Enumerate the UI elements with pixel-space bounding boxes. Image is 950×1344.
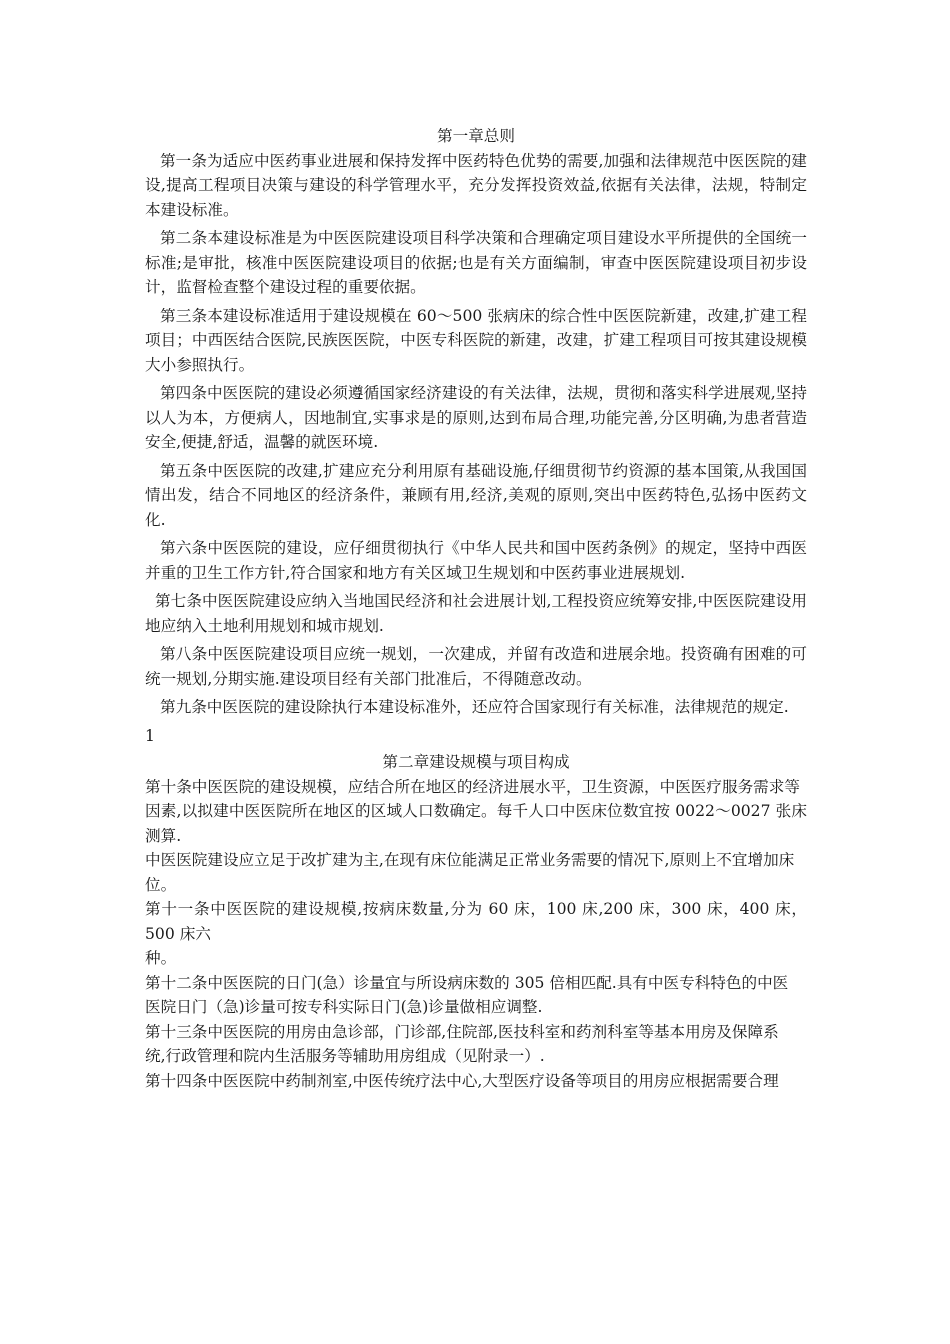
article-8: 第八条中医医院建设项目应统一规划，一次建成，并留有改造和进展余地。投资确有困难的可统一规划,分期实施.建设项目经有关部门批准后，不得随意改动。 bbox=[145, 645, 807, 688]
chapter-2-line: 医院日门（急)诊量可按专科实际日门(急)诊量做相应调整. bbox=[145, 998, 543, 1016]
chapter-2-title: 第二章建设规模与项目构成 bbox=[382, 753, 570, 771]
article-9: 第九条中医医院的建设除执行本建设标准外，还应符合国家现行有关标准，法律规范的规定. bbox=[160, 698, 789, 716]
chapter-2-line: 中医医院建设应立足于改扩建为主,在现有床位能满足正常业务需要的情况下,原则上不宜增加床 bbox=[145, 851, 795, 869]
chapter-2-line: 因素,以拟建中医医院所在地区的区域人口数确定。每千人口中医床位数宜按 0022～0027 张床测算. bbox=[145, 802, 807, 845]
chapter-2-line: 第十一条中医医院的建设规模,按病床数量,分为 60 床，100 床,200 床，300 床，400 床，500 床六 bbox=[145, 900, 807, 943]
article-6: 第六条中医医院的建设，应仔细贯彻执行《中华人民共和国中医药条例》的规定，坚持中西医并重的卫生工作方针,符合国家和地方有关区域卫生规划和中医药事业进展规划. bbox=[145, 539, 807, 582]
article-4: 第四条中医医院的建设必须遵循国家经济建设的有关法律，法规，贯彻和落实科学进展观,坚持以人为本，方便病人，因地制宜,实事求是的原则,达到布局合理,功能完善,分区明确,为患者营造安全,便捷,舒适，温馨的就医环境. bbox=[145, 384, 807, 451]
chapter-2-line: 种。 bbox=[145, 949, 177, 967]
chapter-2-line: 第十二条中医医院的日门(急）诊量宜与所设病床数的 305 倍相匹配.具有中医专科特色的中医 bbox=[145, 973, 789, 992]
article-7: 第七条中医医院建设应纳入当地国民经济和社会进展计划,工程投资应统筹安排,中医医院建设用地应纳入土地利用规划和城市规划. bbox=[145, 592, 807, 635]
chapter-1-title: 第一章总则 bbox=[437, 127, 515, 145]
article-3: 第三条本建设标准适用于建设规模在 60～500 张病床的综合性中医医院新建，改建,扩建工程项目；中西医结合医院,民族医医院，中医专科医院的新建，改建，扩建工程项目可按其建设规模大小参照执行。 bbox=[145, 306, 807, 374]
chapter-2-line: 位。 bbox=[145, 875, 177, 894]
chapter-2-line: 第十三条中医医院的用房由急诊部，门诊部,住院部,医技科室和药剂科室等基本用房及保障系 bbox=[145, 1022, 779, 1041]
article-5: 第五条中医医院的改建,扩建应充分利用原有基础设施,仔细贯彻节约资源的基本国策,从我国国情出发，结合不同地区的经济条件，兼顾有用,经济,美观的原则,突出中医药特色,弘扬中医药文化. bbox=[145, 461, 807, 529]
article-1: 第一条为适应中医药事业进展和保持发挥中医药特色优势的需要,加强和法律规范中医医院的建设,提高工程项目决策与建设的科学管理水平，充分发挥投资效益,依据有关法律，法规，特制定本建设标准。 bbox=[145, 151, 807, 219]
document-body bbox=[145, 124, 807, 1093]
article-2: 第二条本建设标准是为中医医院建设项目科学决策和合理确定项目建设水平所提供的全国统一标准;是审批，核准中医医院建设项目的依据;也是有关方面编制，审查中医医院建设项目初步设计，监督检查整个建设过程的重要依据。 bbox=[145, 229, 807, 296]
page-number: 1 bbox=[145, 726, 155, 745]
chapter-2-line: 统,行政管理和院内生活服务等辅助用房组成（见附录一）. bbox=[145, 1047, 545, 1065]
chapter-2-line: 第十条中医医院的建设规模，应结合所在地区的经济进展水平，卫生资源，中医医疗服务需求等 bbox=[145, 777, 800, 796]
chapter-2-line: 第十四条中医医院中药制剂室,中医传统疗法中心,大型医疗设备等项目的用房应根据需要合理 bbox=[145, 1071, 779, 1090]
